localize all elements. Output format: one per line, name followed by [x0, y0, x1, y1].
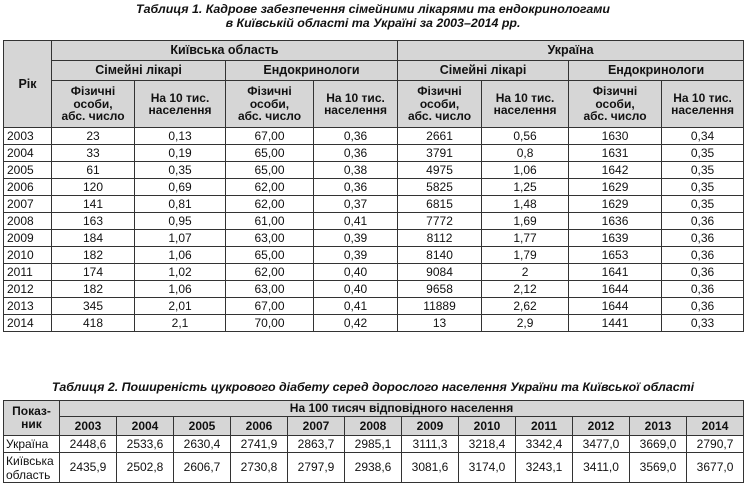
data-cell: 0,36	[314, 179, 398, 196]
data-cell: 2630,4	[174, 436, 231, 453]
data-cell: 182	[52, 247, 135, 264]
data-cell: 3081,6	[402, 453, 459, 483]
data-cell: 1,48	[482, 196, 569, 213]
data-cell: 8112	[398, 230, 482, 247]
row-label-line1: Київська	[6, 453, 54, 468]
year-cell: 2008	[4, 213, 52, 230]
data-cell: 1,79	[482, 247, 569, 264]
abs-count-line2: особи,	[595, 96, 635, 111]
data-cell: 33	[52, 145, 135, 162]
per-10k-header	[314, 81, 398, 128]
data-cell: 0,42	[314, 315, 398, 332]
row-label	[4, 453, 60, 483]
table-row	[4, 162, 744, 179]
data-cell: 1,02	[135, 264, 226, 281]
data-cell: 3342,4	[516, 436, 573, 453]
data-cell: 0,36	[662, 230, 744, 247]
data-cell: 120	[52, 179, 135, 196]
abs-count-line1: Фізичні	[592, 84, 638, 99]
data-cell: 0,35	[662, 162, 744, 179]
data-cell: 61	[52, 162, 135, 179]
data-cell: 5825	[398, 179, 482, 196]
data-cell: 1,06	[482, 162, 569, 179]
data-cell: 0,69	[135, 179, 226, 196]
data-cell: 1,06	[135, 281, 226, 298]
table1-caption-line1: Таблиця 1. Кадрове забезпечення сімейними лікарями та ендокринологами	[136, 2, 610, 16]
data-cell: 0,36	[662, 281, 744, 298]
data-cell: 345	[52, 298, 135, 315]
data-cell: 0,13	[135, 128, 226, 145]
abs-count-line3: абс. число	[583, 109, 647, 124]
abs-count-header	[569, 81, 662, 128]
data-cell: 1,07	[135, 230, 226, 247]
abs-count-header	[52, 81, 135, 128]
data-cell: 184	[52, 230, 135, 247]
data-cell: 63,00	[226, 230, 314, 247]
data-cell: 1644	[569, 298, 662, 315]
data-cell: 0,36	[314, 128, 398, 145]
data-cell: 3477,0	[573, 436, 630, 453]
year-header: 2011	[516, 417, 573, 436]
table-row	[4, 179, 744, 196]
year-header: 2010	[459, 417, 516, 436]
per-10k-line1: На 10 тис.	[326, 90, 385, 105]
data-cell: 0,36	[662, 247, 744, 264]
data-cell: 67,00	[226, 298, 314, 315]
data-cell: 2435,9	[60, 453, 117, 483]
indicator-header-line2: ник	[21, 417, 42, 431]
data-cell: 1629	[569, 179, 662, 196]
data-cell: 3174,0	[459, 453, 516, 483]
data-cell: 2730,8	[231, 453, 288, 483]
data-cell: 2,12	[482, 281, 569, 298]
abs-count-line3: абс. число	[237, 109, 302, 124]
per-10k-header	[482, 81, 569, 128]
data-cell: 9658	[398, 281, 482, 298]
data-cell: 2985,1	[345, 436, 402, 453]
data-cell: 2863,7	[288, 436, 345, 453]
data-cell: 7772	[398, 213, 482, 230]
data-cell: 2661	[398, 128, 482, 145]
abs-count-line3: абс. число	[407, 109, 472, 124]
data-cell: 0,36	[662, 264, 744, 281]
data-cell: 1,25	[482, 179, 569, 196]
table-row	[4, 453, 744, 483]
year-cell: 2007	[4, 196, 52, 213]
data-cell: 141	[52, 196, 135, 213]
data-cell: 67,00	[226, 128, 314, 145]
data-cell: 1,69	[482, 213, 569, 230]
year-cell: 2013	[4, 298, 52, 315]
data-cell: 63,00	[226, 281, 314, 298]
abs-count-header	[398, 81, 482, 128]
data-cell: 0,35	[135, 162, 226, 179]
data-cell: 62,00	[226, 196, 314, 213]
data-cell: 1653	[569, 247, 662, 264]
data-cell: 1,77	[482, 230, 569, 247]
indicator-header-line1: Показ-	[12, 404, 51, 418]
data-cell: 3677,0	[687, 453, 744, 483]
per-10k-line1: На 10 тис.	[150, 90, 210, 105]
region-ukraine-header: Україна	[398, 41, 744, 61]
year-cell: 2010	[4, 247, 52, 264]
data-cell: 3411,0	[573, 453, 630, 483]
data-cell: 2,1	[135, 315, 226, 332]
per-100k-header: На 100 тисяч відповідного населення	[60, 401, 744, 417]
data-cell: 1644	[569, 281, 662, 298]
data-cell: 6815	[398, 196, 482, 213]
data-cell: 23	[52, 128, 135, 145]
abs-count-line1: Фізичні	[417, 84, 462, 99]
data-cell: 62,00	[226, 264, 314, 281]
data-cell: 2606,7	[174, 453, 231, 483]
table-row	[4, 128, 744, 145]
data-cell: 8140	[398, 247, 482, 264]
data-cell: 2,62	[482, 298, 569, 315]
kyiv-endocrinologists-header: Ендокринологи	[226, 61, 398, 81]
data-cell: 0,37	[314, 196, 398, 213]
data-cell: 0,41	[314, 213, 398, 230]
table1-caption	[0, 2, 746, 30]
data-cell: 3243,1	[516, 453, 573, 483]
year-header: 2006	[231, 417, 288, 436]
abs-count-header	[226, 81, 314, 128]
table2-caption: Таблиця 2. Поширеність цукрового діабету серед дорослого населення України та Київської області	[51, 380, 695, 394]
data-cell: 0,35	[662, 179, 744, 196]
data-cell: 0,40	[314, 264, 398, 281]
table-row	[4, 315, 744, 332]
table-row	[4, 436, 744, 453]
table-row	[4, 230, 744, 247]
row-label-line2: область	[6, 467, 51, 482]
data-cell: 1,06	[135, 247, 226, 264]
data-cell: 1641	[569, 264, 662, 281]
data-cell: 0,8	[482, 145, 569, 162]
data-cell: 2797,9	[288, 453, 345, 483]
data-cell: 1631	[569, 145, 662, 162]
abs-count-line2: особи,	[73, 96, 113, 111]
data-cell: 0,41	[314, 298, 398, 315]
data-cell: 3669,0	[630, 436, 687, 453]
year-header: 2013	[630, 417, 687, 436]
table-row	[4, 196, 744, 213]
table-row	[4, 281, 744, 298]
data-cell: 0,38	[314, 162, 398, 179]
data-cell: 0,19	[135, 145, 226, 162]
data-cell: 1629	[569, 196, 662, 213]
data-cell: 418	[52, 315, 135, 332]
year-cell: 2011	[4, 264, 52, 281]
year-cell: 2014	[4, 315, 52, 332]
data-cell: 163	[52, 213, 135, 230]
row-label	[4, 436, 60, 453]
year-header: 2003	[60, 417, 117, 436]
per-10k-header	[135, 81, 226, 128]
table-row	[4, 145, 744, 162]
data-cell: 0,95	[135, 213, 226, 230]
data-cell: 2448,6	[60, 436, 117, 453]
data-cell: 0,35	[662, 196, 744, 213]
data-cell: 2,01	[135, 298, 226, 315]
data-cell: 65,00	[226, 145, 314, 162]
data-cell: 0,35	[662, 145, 744, 162]
data-cell: 65,00	[226, 247, 314, 264]
table-row	[4, 247, 744, 264]
year-header: Рік	[4, 41, 52, 128]
year-cell: 2005	[4, 162, 52, 179]
data-cell: 3218,4	[459, 436, 516, 453]
data-cell: 13	[398, 315, 482, 332]
data-cell: 3791	[398, 145, 482, 162]
year-header: 2012	[573, 417, 630, 436]
year-cell: 2006	[4, 179, 52, 196]
table-row	[4, 264, 744, 281]
abs-count-line2: особи,	[419, 96, 460, 111]
data-cell: 0,36	[662, 213, 744, 230]
indicator-header	[4, 401, 60, 436]
year-cell: 2009	[4, 230, 52, 247]
per-10k-line1: На 10 тис.	[495, 90, 555, 105]
data-cell: 2	[482, 264, 569, 281]
year-header: 2014	[687, 417, 744, 436]
data-cell: 0,36	[662, 298, 744, 315]
year-cell: 2012	[4, 281, 52, 298]
data-cell: 70,00	[226, 315, 314, 332]
per-10k-line2: населення	[671, 103, 734, 117]
year-header: 2007	[288, 417, 345, 436]
data-cell: 11889	[398, 298, 482, 315]
table-row	[4, 298, 744, 315]
staffing-table	[3, 40, 744, 332]
data-cell: 1636	[569, 213, 662, 230]
data-cell: 62,00	[226, 179, 314, 196]
abs-count-line2: особи,	[249, 96, 290, 111]
data-cell: 0,33	[662, 315, 744, 332]
data-cell: 0,39	[314, 247, 398, 264]
data-cell: 2741,9	[231, 436, 288, 453]
data-cell: 1639	[569, 230, 662, 247]
data-cell: 0,36	[314, 145, 398, 162]
data-cell: 65,00	[226, 162, 314, 179]
data-cell: 2533,6	[117, 436, 174, 453]
per-10k-line2: населення	[148, 103, 212, 117]
year-header: 2009	[402, 417, 459, 436]
abs-count-line3: абс. число	[61, 109, 125, 124]
table-row	[4, 213, 744, 230]
data-cell: 182	[52, 281, 135, 298]
data-cell: 174	[52, 264, 135, 281]
data-cell: 1642	[569, 162, 662, 179]
ukraine-endocrinologists-header: Ендокринологи	[569, 61, 744, 81]
data-cell: 2,9	[482, 315, 569, 332]
data-cell: 2938,6	[345, 453, 402, 483]
region-kyiv-header: Київська область	[52, 41, 398, 61]
abs-count-line1: Фізичні	[247, 84, 292, 99]
data-cell: 3111,3	[402, 436, 459, 453]
row-label-line1: Україна	[6, 437, 49, 451]
data-cell: 0,39	[314, 230, 398, 247]
data-cell: 0,34	[662, 128, 744, 145]
diabetes-prevalence-table	[3, 400, 744, 483]
year-cell: 2004	[4, 145, 52, 162]
year-header: 2008	[345, 417, 402, 436]
data-cell: 4975	[398, 162, 482, 179]
per-10k-line1: На 10 тис.	[673, 90, 732, 105]
per-10k-header	[662, 81, 744, 128]
data-cell: 0,56	[482, 128, 569, 145]
data-cell: 2790,7	[687, 436, 744, 453]
per-10k-line2: населення	[493, 103, 557, 117]
per-10k-line2: населення	[324, 103, 387, 117]
kyiv-family-doctors-header: Сімейні лікарі	[52, 61, 226, 81]
data-cell: 1441	[569, 315, 662, 332]
ukraine-family-doctors-header: Сімейні лікарі	[398, 61, 569, 81]
year-header: 2004	[117, 417, 174, 436]
data-cell: 0,81	[135, 196, 226, 213]
year-cell: 2003	[4, 128, 52, 145]
data-cell: 3569,0	[630, 453, 687, 483]
data-cell: 0,40	[314, 281, 398, 298]
data-cell: 61,00	[226, 213, 314, 230]
year-header: 2005	[174, 417, 231, 436]
data-cell: 2502,8	[117, 453, 174, 483]
abs-count-line1: Фізичні	[70, 84, 116, 99]
data-cell: 1630	[569, 128, 662, 145]
table1-caption-line2: в Київській області та Україні за 2003–2014 рр.	[225, 16, 521, 30]
data-cell: 9084	[398, 264, 482, 281]
